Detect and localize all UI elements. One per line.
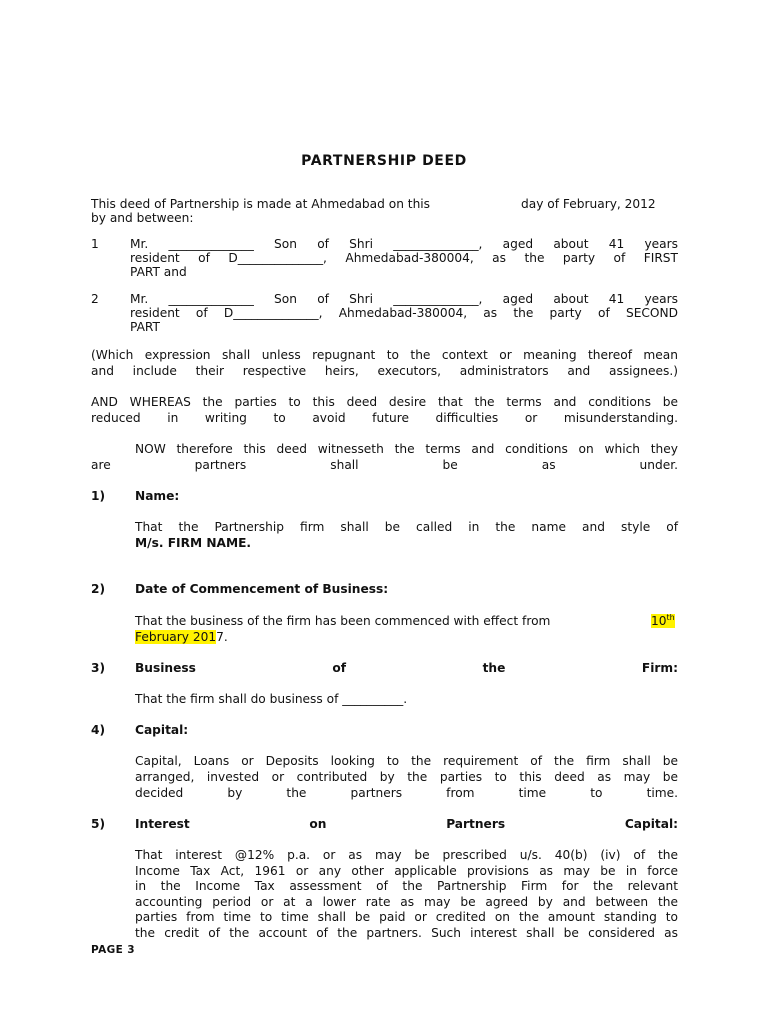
section-3-number: 3) bbox=[91, 661, 106, 675]
section-2-body-line-1: That the business of the firm has been commenced with effect from bbox=[135, 614, 551, 628]
party-2-line-1: Mr. ______________ Son of Shri ______________, aged about 41 years bbox=[130, 292, 678, 306]
section-5-body-line-4: accounting period or at a lower rate as may be agreed by and between the bbox=[135, 895, 678, 909]
day-suffix: th bbox=[666, 613, 675, 622]
now-line-1: NOW therefore this deed witnesseth the terms and conditions on which they bbox=[135, 442, 678, 456]
section-2-number: 2) bbox=[91, 582, 106, 596]
section-5-number: 5) bbox=[91, 817, 106, 831]
whereas-line-1: AND WHEREAS the parties to this deed desire that the terms and conditions be bbox=[91, 395, 678, 409]
section-5-body-line-3: in the Income Tax assessment of the Partnership Firm for the relevant bbox=[135, 879, 678, 893]
expression-line-2: and include their respective heirs, executors, administrators and assignees.) bbox=[91, 364, 678, 378]
section-2-heading: Date of Commencement of Business: bbox=[135, 582, 389, 596]
firm-name: M/s. FIRM NAME. bbox=[135, 536, 252, 550]
section-5-body-line-5: parties from time to time shall be paid or credited on the amount standing to bbox=[135, 910, 678, 924]
section-4-heading: Capital: bbox=[135, 723, 189, 737]
party-1-line-1: Mr. ______________ Son of Shri ______________, aged about 41 years bbox=[130, 237, 678, 251]
section-1-body-line-1: That the Partnership firm shall be called in the name and style of bbox=[135, 520, 678, 534]
party-1-number: 1 bbox=[91, 237, 99, 251]
section-1-number: 1) bbox=[91, 489, 106, 503]
highlight-sup bbox=[667, 614, 675, 628]
party-1-line-3: PART and bbox=[130, 265, 187, 279]
year-tail: 7. bbox=[216, 630, 228, 644]
intro-line-2: by and between: bbox=[91, 211, 194, 225]
intro-line-1a: This deed of Partnership is made at Ahmedabad on this bbox=[91, 197, 431, 211]
party-1-line-2: resident of D______________, Ahmedabad-380004, as the party of FIRST bbox=[130, 251, 678, 265]
section-4-body-line-1: Capital, Loans or Deposits looking to the requirement of the firm shall be bbox=[135, 754, 678, 768]
section-5-body-line-1: That interest @12% p.a. or as may be prescribed u/s. 40(b) (iv) of the bbox=[135, 848, 678, 862]
highlight-month-year: February 201 bbox=[135, 630, 217, 644]
section-4-number: 4) bbox=[91, 723, 106, 737]
commencement-date-line-2 bbox=[135, 630, 228, 646]
document-title: PARTNERSHIP DEED bbox=[301, 153, 467, 169]
party-2-number: 2 bbox=[91, 292, 99, 306]
intro-line-1b: day of February, 2012 bbox=[521, 197, 656, 211]
expression-line-1: (Which expression shall unless repugnant to the context or meaning thereof mean bbox=[91, 348, 678, 362]
section-4-body-line-2: arranged, invested or contributed by the parties to this deed as may be bbox=[135, 770, 678, 784]
section-5-body-line-6: the credit of the account of the partners. Such interest shall be considered as bbox=[135, 926, 678, 940]
section-1-heading: Name: bbox=[135, 489, 180, 503]
page-number: PAGE 3 bbox=[91, 944, 136, 956]
party-2-line-2: resident of D______________, Ahmedabad-380004, as the party of SECOND bbox=[130, 306, 678, 320]
section-4-body-line-3: decided by the partners from time to time. bbox=[135, 786, 678, 800]
party-2-line-3: PART bbox=[130, 320, 160, 334]
whereas-line-2: reduced in writing to avoid future difficulties or misunderstanding. bbox=[91, 411, 678, 425]
highlight-day: 10 bbox=[651, 614, 667, 628]
section-5-body-line-2: Income Tax Act, 1961 or any other applicable provisions as may be in force bbox=[135, 864, 678, 878]
section-5-heading: Interest on Partners Capital: bbox=[135, 817, 678, 831]
section-3-body: That the firm shall do business of __________. bbox=[135, 692, 408, 706]
section-3-heading: Business of the Firm: bbox=[135, 661, 678, 675]
now-line-2: are partners shall be as under. bbox=[91, 458, 678, 472]
commencement-date-day bbox=[651, 614, 675, 630]
